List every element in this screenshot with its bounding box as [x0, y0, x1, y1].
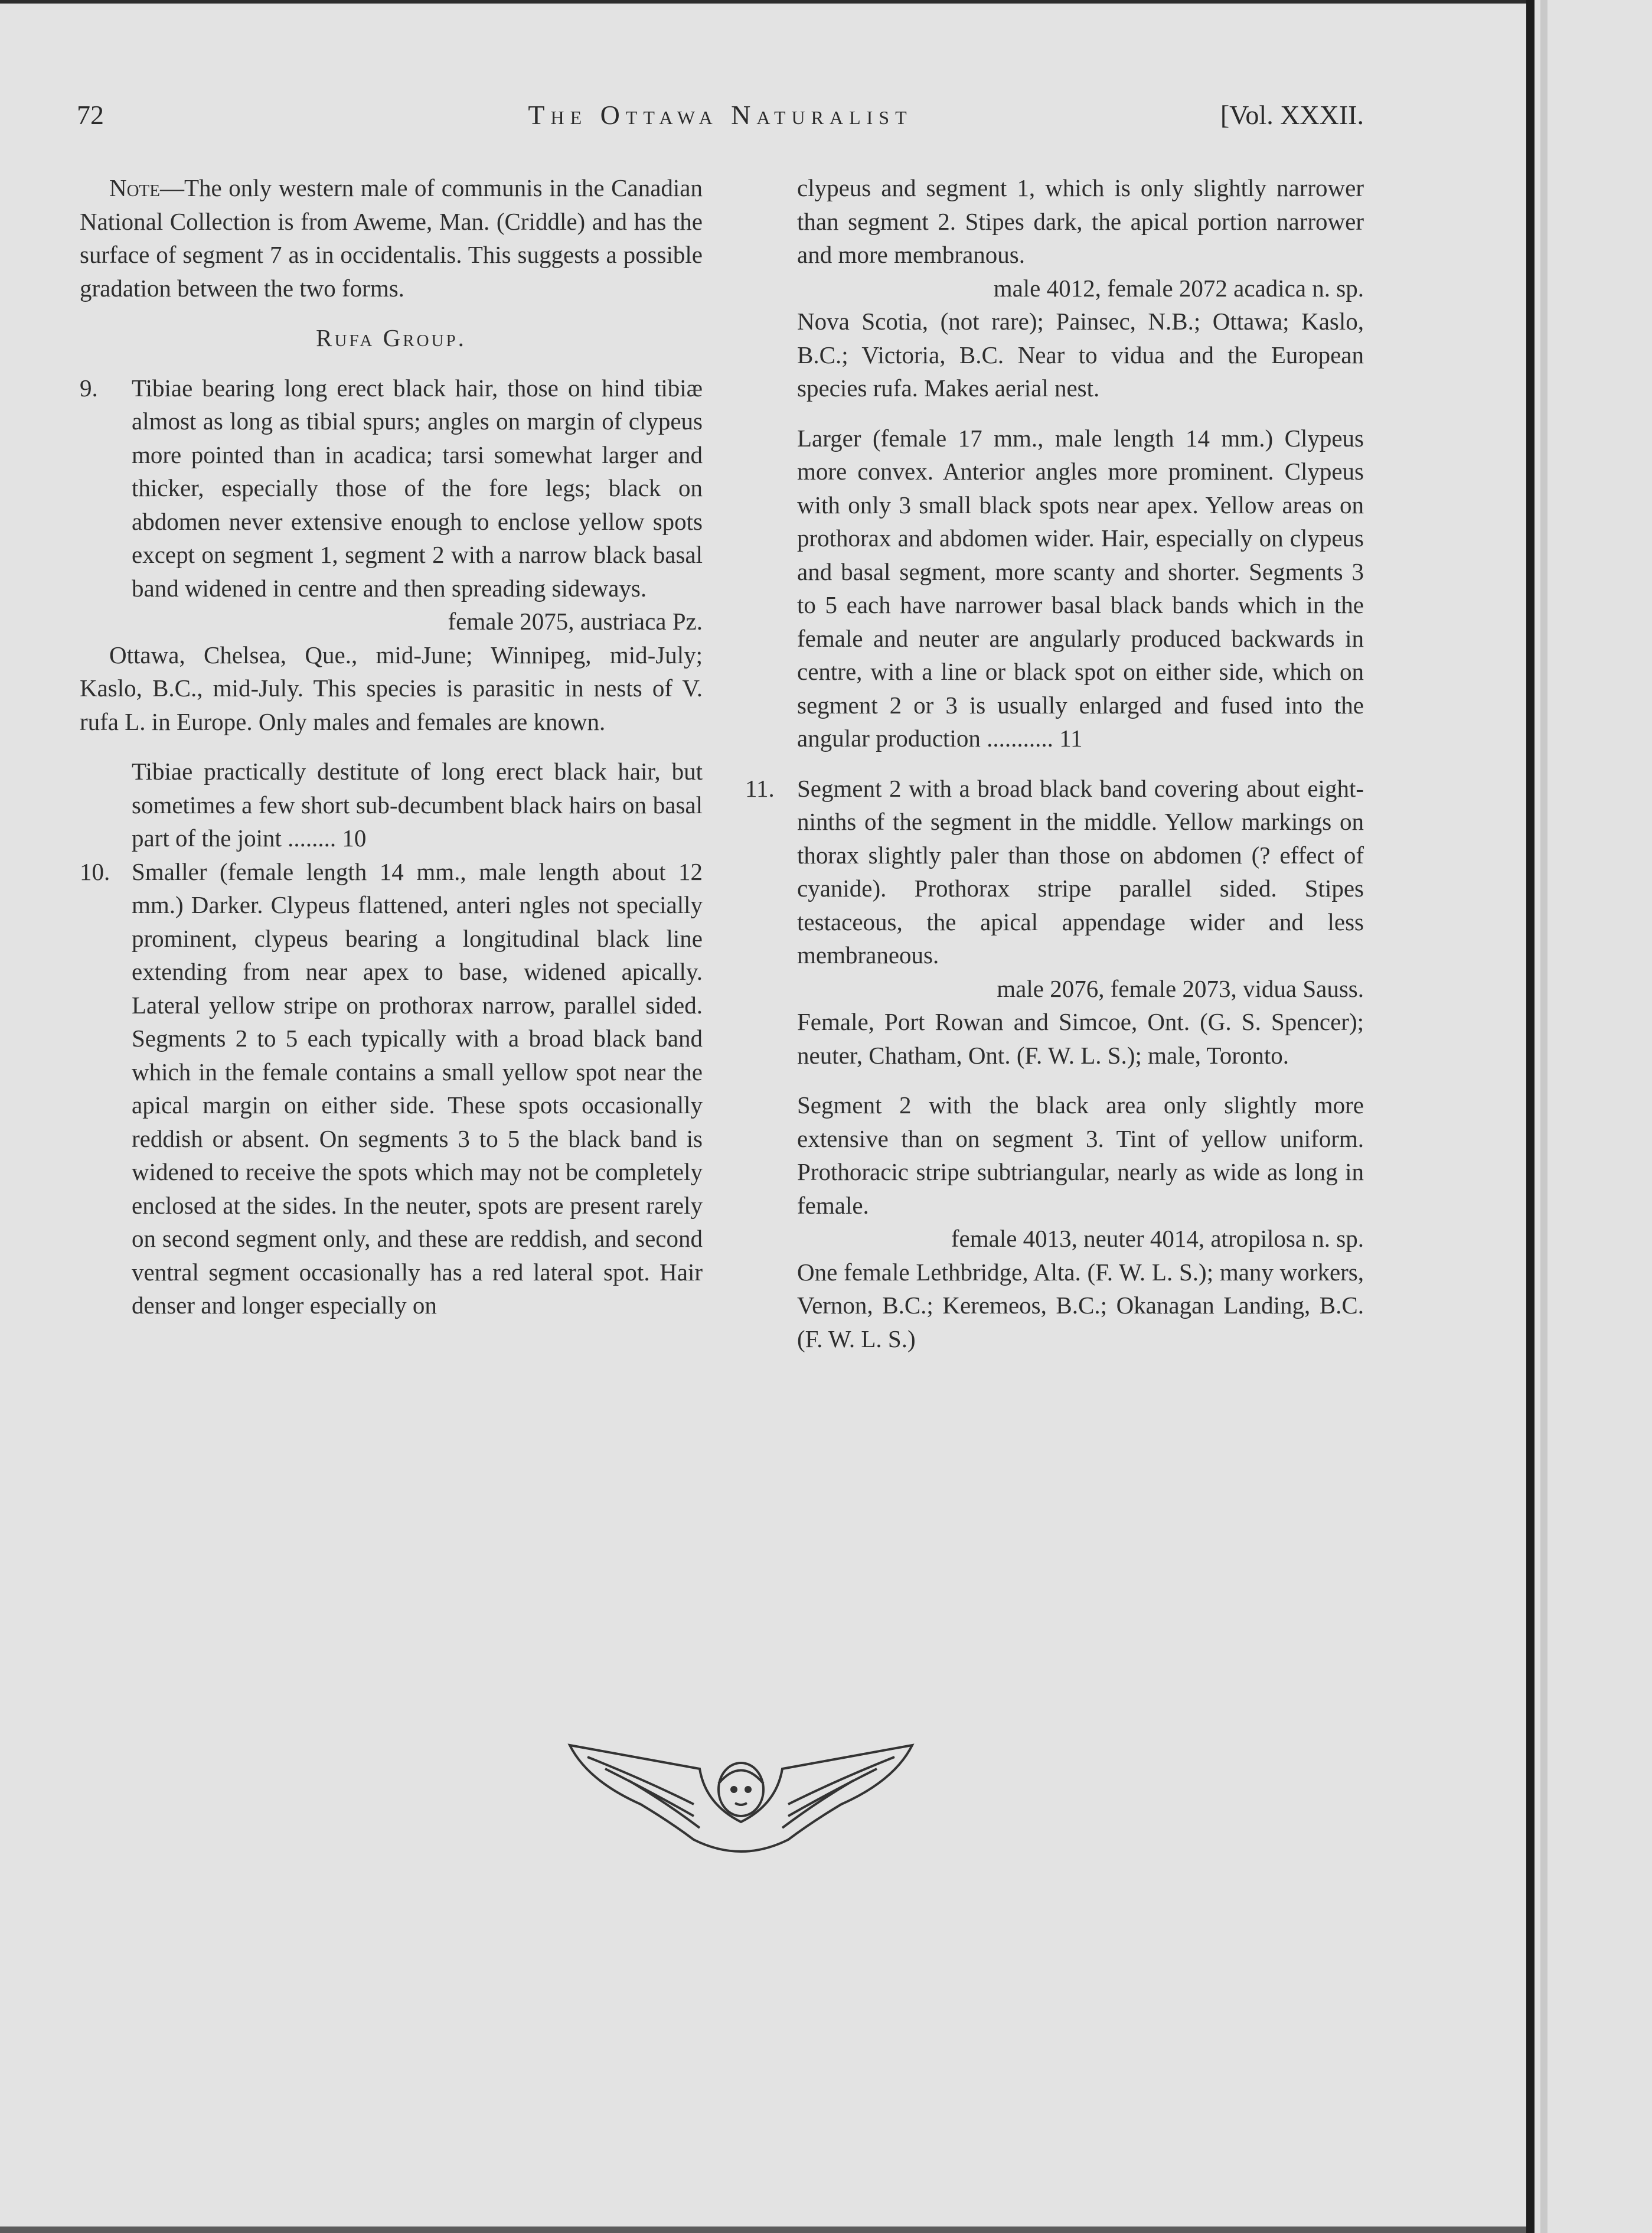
couplet-10-text: Smaller (female length 14 mm., male length about 12 mm.) Darker. Clypeus flattened, anteri ngles not specially prominent, clypeus bearing a longitudinal black line extending from near apex to base, widened apically. Lateral yellow stripe on prothorax narrow, parallel sided. Segments 2 to 5 each typically with a broad black band which in the female contains a small yellow spot near the apical margin on either side. These spots occasionally reddish or absent. On segments 3 to 5 the black band is widened to receive the spots which may not be completely enclosed at the sides. In the neuter, spots are present rarely on second segment only, and these are reddish, and second ventral segment occasionally has a red lateral spot. Hair denser and longer especially on — [132, 858, 703, 1319]
couplet-9-alt-goto: 10 — [342, 824, 367, 852]
group-heading: Rufa Group. — [316, 324, 466, 351]
couplet-9-alt-text: Tibiae practically destitute of long erect black hair, but sometimes a few short sub-decumbent black hairs on basal part of the joint — [132, 758, 703, 852]
page-number: 72 — [77, 100, 104, 130]
couplet-10-alt-text: Larger (female 17 mm., male length 14 mm.) Clypeus more convex. Anterior angles more prominent. Clypeus with only 3 small black spots near apex. Yellow areas on prothorax and abdomen wider. Hair, especially on clypeus and basal segment, more scanty and shorter. Segments 3 to 5 each have narrower basal black bands which in the female and neuter are angularly produced backwards in centre, with a line or black spot on either side, which on segment 2 or 3 is usually enlarged and fused into the angular production — [797, 424, 1364, 752]
right-column — [745, 171, 1364, 1355]
couplet-11-alt-result: female 4013, neuter 4014, atropilosa n. sp. — [951, 1225, 1364, 1252]
page-spine-shadow — [1526, 0, 1535, 2233]
couplet-9 — [80, 371, 703, 605]
couplet-11-records: Female, Port Rowan and Simcoe, Ont. (G. S. Spencer); neuter, Chatham, Ont. (F. W. L. S.); male, Toronto. — [797, 1008, 1364, 1069]
couplet-10-continued: clypeus and segment 1, which is only slightly narrower than segment 2. Stipes dark, the apical portion narrower and more membranous. — [797, 174, 1364, 268]
couplet-9-alternative — [80, 755, 703, 855]
couplet-10-result: male 4012, female 2072 acadica n. sp. — [993, 274, 1364, 302]
couplet-9-records: Ottawa, Chelsea, Que., mid-June; Winnipeg, mid-July; Kaslo, B.C., mid-July. This species is parasitic in nests of V. rufa L. in Europe. Only males and females are known. — [80, 641, 703, 735]
note-paragraph — [80, 171, 703, 305]
running-header — [77, 99, 1364, 141]
running-title: The Ottawa Naturalist — [528, 100, 913, 130]
couplet-10-alt-goto: 11 — [1059, 725, 1083, 752]
couplet-11-alternative: Segment 2 with the black area only slightly more extensive than on segment 3. Tint of yellow uniform. Prothoracic stripe subtriangular, nearly as wide as long in female. — [797, 1091, 1364, 1219]
adjacent-page-edge — [1535, 0, 1652, 2233]
couplet-11-result: male 2076, female 2073, vidua Sauss. — [997, 974, 1364, 1002]
couplet-9-text: Tibiae bearing long erect black hair, those on hind tibiæ almost as long as tibial spurs; angles on margin of clypeus more pointed than in acadica; tarsi somewhat larger and thicker, especially those of the fore legs; black on abdomen never extensive enough to enclose yellow spots except on segment 1, segment 2 with a narrow black basal band widened in centre and then spreading sideways. — [132, 374, 703, 602]
page-top-edge — [0, 0, 1526, 4]
couplet-9-number: 9. — [80, 374, 98, 402]
couplet-11-alt-records: One female Lethbridge, Alta. (F. W. L. S.); many workers, Vernon, B.C.; Keremeos, B.C.; Okanagan Landing, B.C. (F. W. L. S.) — [797, 1258, 1364, 1352]
volume-label: [Vol. XXXII. — [1220, 100, 1364, 130]
couplet-10-alternative — [797, 422, 1364, 755]
couplet-9-result: female 2075, austriaca Pz. — [448, 608, 703, 635]
winged-head-vignette-icon — [564, 1733, 918, 1857]
note-text: —The only western male of communis in the Canadian National Collection is from Aweme, Man. (Criddle) and has the surface of segment 7 as in occidentalis. This suggests a possible gradation between the two forms. — [80, 174, 703, 302]
couplet-10-records: Nova Scotia, (not rare); Painsec, N.B.; Ottawa; Kaslo, B.C.; Victoria, B.C. Near to vidua and the European species rufa. Makes aerial nest. — [797, 308, 1364, 402]
couplet-11 — [745, 772, 1364, 972]
adjacent-page-rim — [1540, 0, 1547, 2233]
left-column — [80, 171, 703, 1322]
couplet-11-text: Segment 2 with a broad black band covering about eight-ninths of the segment in the middle. Yellow markings on thorax slightly paler than those on abdomen (? effect of cyanide). Prothorax stripe parallel sided. Stipes testaceous, the apical appendage wider and less membraneous. — [797, 774, 1364, 969]
note-label: Note — [109, 174, 160, 201]
couplet-11-number: 11. — [745, 774, 775, 802]
couplet-10 — [80, 855, 703, 1322]
leader-dots: ........... — [980, 725, 1060, 752]
leader-dots: ........ — [281, 824, 342, 852]
couplet-10-number: 10. — [80, 858, 110, 885]
